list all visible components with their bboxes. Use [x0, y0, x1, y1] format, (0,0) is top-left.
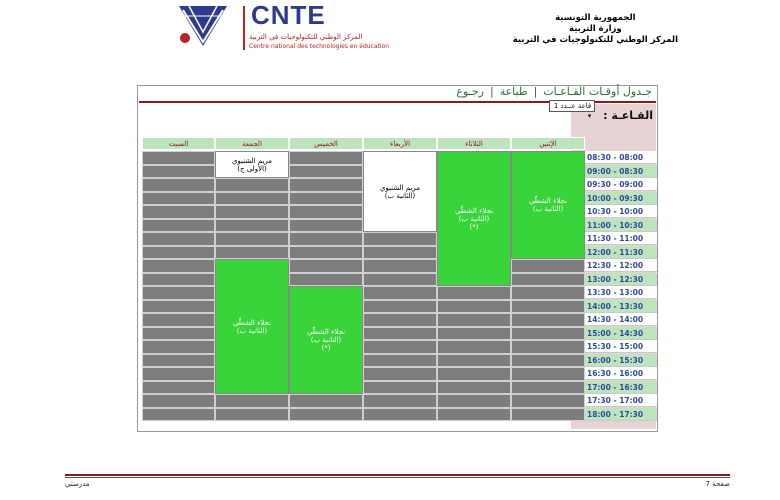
empty-slot-cell — [511, 354, 585, 368]
empty-slot-cell — [215, 408, 289, 422]
empty-slot-cell — [437, 327, 511, 341]
cnte-logo — [175, 0, 390, 54]
time-slot: 08:30 - 08:00 — [584, 151, 657, 164]
session-friday-morning[interactable] — [215, 151, 289, 178]
empty-slot-cell — [142, 259, 215, 273]
empty-slot-cell — [511, 381, 585, 395]
empty-slot-cell — [215, 394, 289, 408]
timetable-nav — [456, 85, 652, 98]
empty-slot-cell — [142, 273, 215, 287]
footer-left-text: مدرستي — [65, 480, 90, 488]
empty-slot-cell — [289, 259, 363, 273]
empty-slot-cell — [363, 354, 437, 368]
empty-slot-cell — [363, 313, 437, 327]
empty-slot-cell — [142, 178, 215, 192]
time-slot: 11:00 - 10:30 — [584, 219, 657, 232]
empty-slot-cell — [215, 205, 289, 219]
hall-select[interactable]: قاعة عــدد 1 ▾ — [549, 100, 595, 112]
session-friday-afternoon[interactable] — [215, 259, 289, 394]
empty-slot-cell — [289, 219, 363, 233]
time-slot: 14:30 - 14:00 — [584, 313, 657, 326]
time-slot: 14:00 - 13:30 — [584, 300, 657, 313]
empty-slot-cell — [363, 286, 437, 300]
empty-slot-cell — [142, 367, 215, 381]
empty-slot-cell — [289, 408, 363, 422]
empty-slot-cell — [142, 340, 215, 354]
empty-slot-cell — [215, 246, 289, 260]
session-group: (الثانية ب) — [532, 205, 564, 213]
gov-line-2: وزارة التربية — [569, 24, 622, 34]
empty-slot-cell — [289, 151, 363, 165]
time-slot: 09:30 - 09:00 — [584, 178, 657, 191]
gov-line-1: الجمهورية التونسية — [555, 13, 636, 23]
time-slot: 17:30 - 17:00 — [584, 394, 657, 407]
empty-slot-cell — [142, 232, 215, 246]
empty-slot-cell — [437, 354, 511, 368]
empty-slot-cell — [363, 327, 437, 341]
hall-selector-row — [549, 101, 653, 122]
time-slot: 17:00 - 16:30 — [584, 381, 657, 394]
empty-slot-cell — [363, 381, 437, 395]
empty-slot-cell — [289, 246, 363, 260]
empty-slot-cell — [437, 286, 511, 300]
empty-slot-cell — [142, 313, 215, 327]
empty-slot-cell — [437, 340, 511, 354]
time-slot: 16:30 - 16:00 — [584, 367, 657, 380]
empty-slot-cell — [511, 300, 585, 314]
empty-slot-cell — [437, 394, 511, 408]
empty-slot-cell — [511, 286, 585, 300]
empty-slot-cell — [437, 300, 511, 314]
empty-slot-cell — [511, 408, 585, 422]
session-group: (الأولى ج) — [237, 164, 267, 173]
hall-label: القـاعـة : — [603, 109, 653, 122]
empty-slot-cell — [142, 205, 215, 219]
empty-slot-cell — [289, 178, 363, 192]
footer-rule-thin — [65, 477, 730, 478]
session-group: (الثانية ب) — [236, 326, 268, 335]
empty-slot-cell — [142, 246, 215, 260]
time-slot: 12:30 - 12:00 — [584, 259, 657, 272]
empty-slot-cell — [142, 327, 215, 341]
empty-slot-cell — [289, 165, 363, 179]
empty-slot-cell — [437, 408, 511, 422]
empty-slot-cell — [363, 246, 437, 260]
session-teacher: نجلاء الشطّي — [528, 197, 568, 205]
time-slot: 11:30 - 11:00 — [584, 232, 657, 245]
logo-french-caption: Centre national des technologies en éducation — [249, 43, 390, 50]
empty-slot-cell — [511, 273, 585, 287]
empty-slot-cell — [437, 313, 511, 327]
empty-slot-cell — [289, 205, 363, 219]
empty-slot-cell — [363, 408, 437, 422]
time-slot: 10:00 - 09:30 — [584, 192, 657, 205]
empty-slot-cell — [363, 394, 437, 408]
empty-slot-cell — [437, 381, 511, 395]
empty-slot-cell — [215, 232, 289, 246]
empty-slot-cell — [142, 381, 215, 395]
time-slot: 12:00 - 11:30 — [584, 246, 657, 259]
nav-title-link[interactable]: جـدول أوقـات القـاعـات — [543, 85, 652, 98]
empty-slot-cell — [215, 219, 289, 233]
logo-divider — [243, 6, 245, 50]
session-monday[interactable] — [511, 151, 585, 259]
footer-rule — [65, 474, 730, 476]
hall-selected-value: قاعة عــدد 1 — [553, 102, 592, 110]
time-slot: 09:00 - 08:30 — [584, 165, 657, 178]
empty-slot-cell — [142, 219, 215, 233]
day-header-friday: الجمعة — [215, 137, 289, 150]
session-thursday[interactable] — [289, 286, 363, 394]
day-header-saturday: السبت — [142, 137, 215, 150]
empty-slot-cell — [215, 178, 289, 192]
empty-slot-cell — [511, 367, 585, 381]
print-link[interactable]: طباعة — [499, 85, 528, 98]
time-slot: 16:00 - 15:30 — [584, 354, 657, 367]
time-slot: 13:30 - 13:00 — [584, 286, 657, 299]
logo-arabic-caption: المركز الوطني للتكنولوجيات في التربية — [249, 33, 363, 41]
session-tuesday[interactable] — [437, 151, 511, 286]
day-header-thursday: الخميس — [289, 137, 363, 150]
session-mark: (*) — [469, 222, 479, 231]
back-link[interactable]: رجـوع — [456, 85, 484, 98]
session-group: (الثانية ب) — [384, 191, 416, 200]
empty-slot-cell — [363, 232, 437, 246]
page-number: صفحة 7 — [705, 480, 730, 488]
government-heading — [513, 13, 678, 46]
empty-slot-cell — [363, 340, 437, 354]
empty-slot-cell — [289, 273, 363, 287]
nav-separator: | — [533, 85, 538, 98]
time-slot: 10:30 - 10:00 — [584, 205, 657, 218]
empty-slot-cell — [289, 232, 363, 246]
empty-slot-cell — [142, 300, 215, 314]
time-slot: 13:00 - 12:30 — [584, 273, 657, 286]
empty-slot-cell — [511, 394, 585, 408]
session-wednesday[interactable] — [363, 151, 437, 232]
empty-slot-cell — [363, 259, 437, 273]
globe-logo-icon — [175, 2, 231, 50]
empty-slot-cell — [511, 327, 585, 341]
empty-slot-cell — [363, 273, 437, 287]
gov-line-3: المركز الوطني للتكنولوجيات في التربية — [512, 35, 678, 45]
day-header-monday: الإثنين — [511, 137, 585, 150]
session-teacher: نجلاء الشطّي — [232, 318, 272, 327]
empty-slot-cell — [437, 367, 511, 381]
empty-slot-cell — [142, 408, 215, 422]
logo-title: CNTE — [251, 0, 326, 30]
time-slot: 15:00 - 14:30 — [584, 327, 657, 340]
empty-slot-cell — [363, 300, 437, 314]
empty-slot-cell — [289, 192, 363, 206]
empty-slot-cell — [142, 192, 215, 206]
session-teacher: مريم الشنيوي — [379, 183, 421, 192]
empty-slot-cell — [142, 354, 215, 368]
empty-slot-cell — [363, 367, 437, 381]
empty-slot-cell — [511, 259, 585, 273]
empty-slot-cell — [142, 286, 215, 300]
empty-slot-cell — [289, 394, 363, 408]
session-mark: (*) — [321, 344, 331, 352]
day-header-tuesday: الثلاثاء — [437, 137, 511, 150]
session-teacher: مريم الشنيوي — [231, 156, 273, 165]
empty-slot-cell — [142, 151, 215, 165]
empty-slot-cell — [142, 394, 215, 408]
nav-separator: | — [489, 85, 494, 98]
session-teacher: نجلاء الشطّي — [454, 206, 494, 215]
session-group: (الثانية ب) — [310, 336, 342, 344]
session-group: (الثانية ب) — [458, 214, 490, 223]
empty-slot-cell — [511, 313, 585, 327]
empty-slot-cell — [142, 165, 215, 179]
day-header-wednesday: الأربعاء — [363, 137, 437, 150]
time-slot: 18:00 - 17:30 — [584, 408, 657, 421]
session-teacher: نجلاء الشطّي — [306, 328, 346, 336]
empty-slot-cell — [511, 340, 585, 354]
time-slot: 15:30 - 15:00 — [584, 340, 657, 353]
empty-slot-cell — [215, 192, 289, 206]
